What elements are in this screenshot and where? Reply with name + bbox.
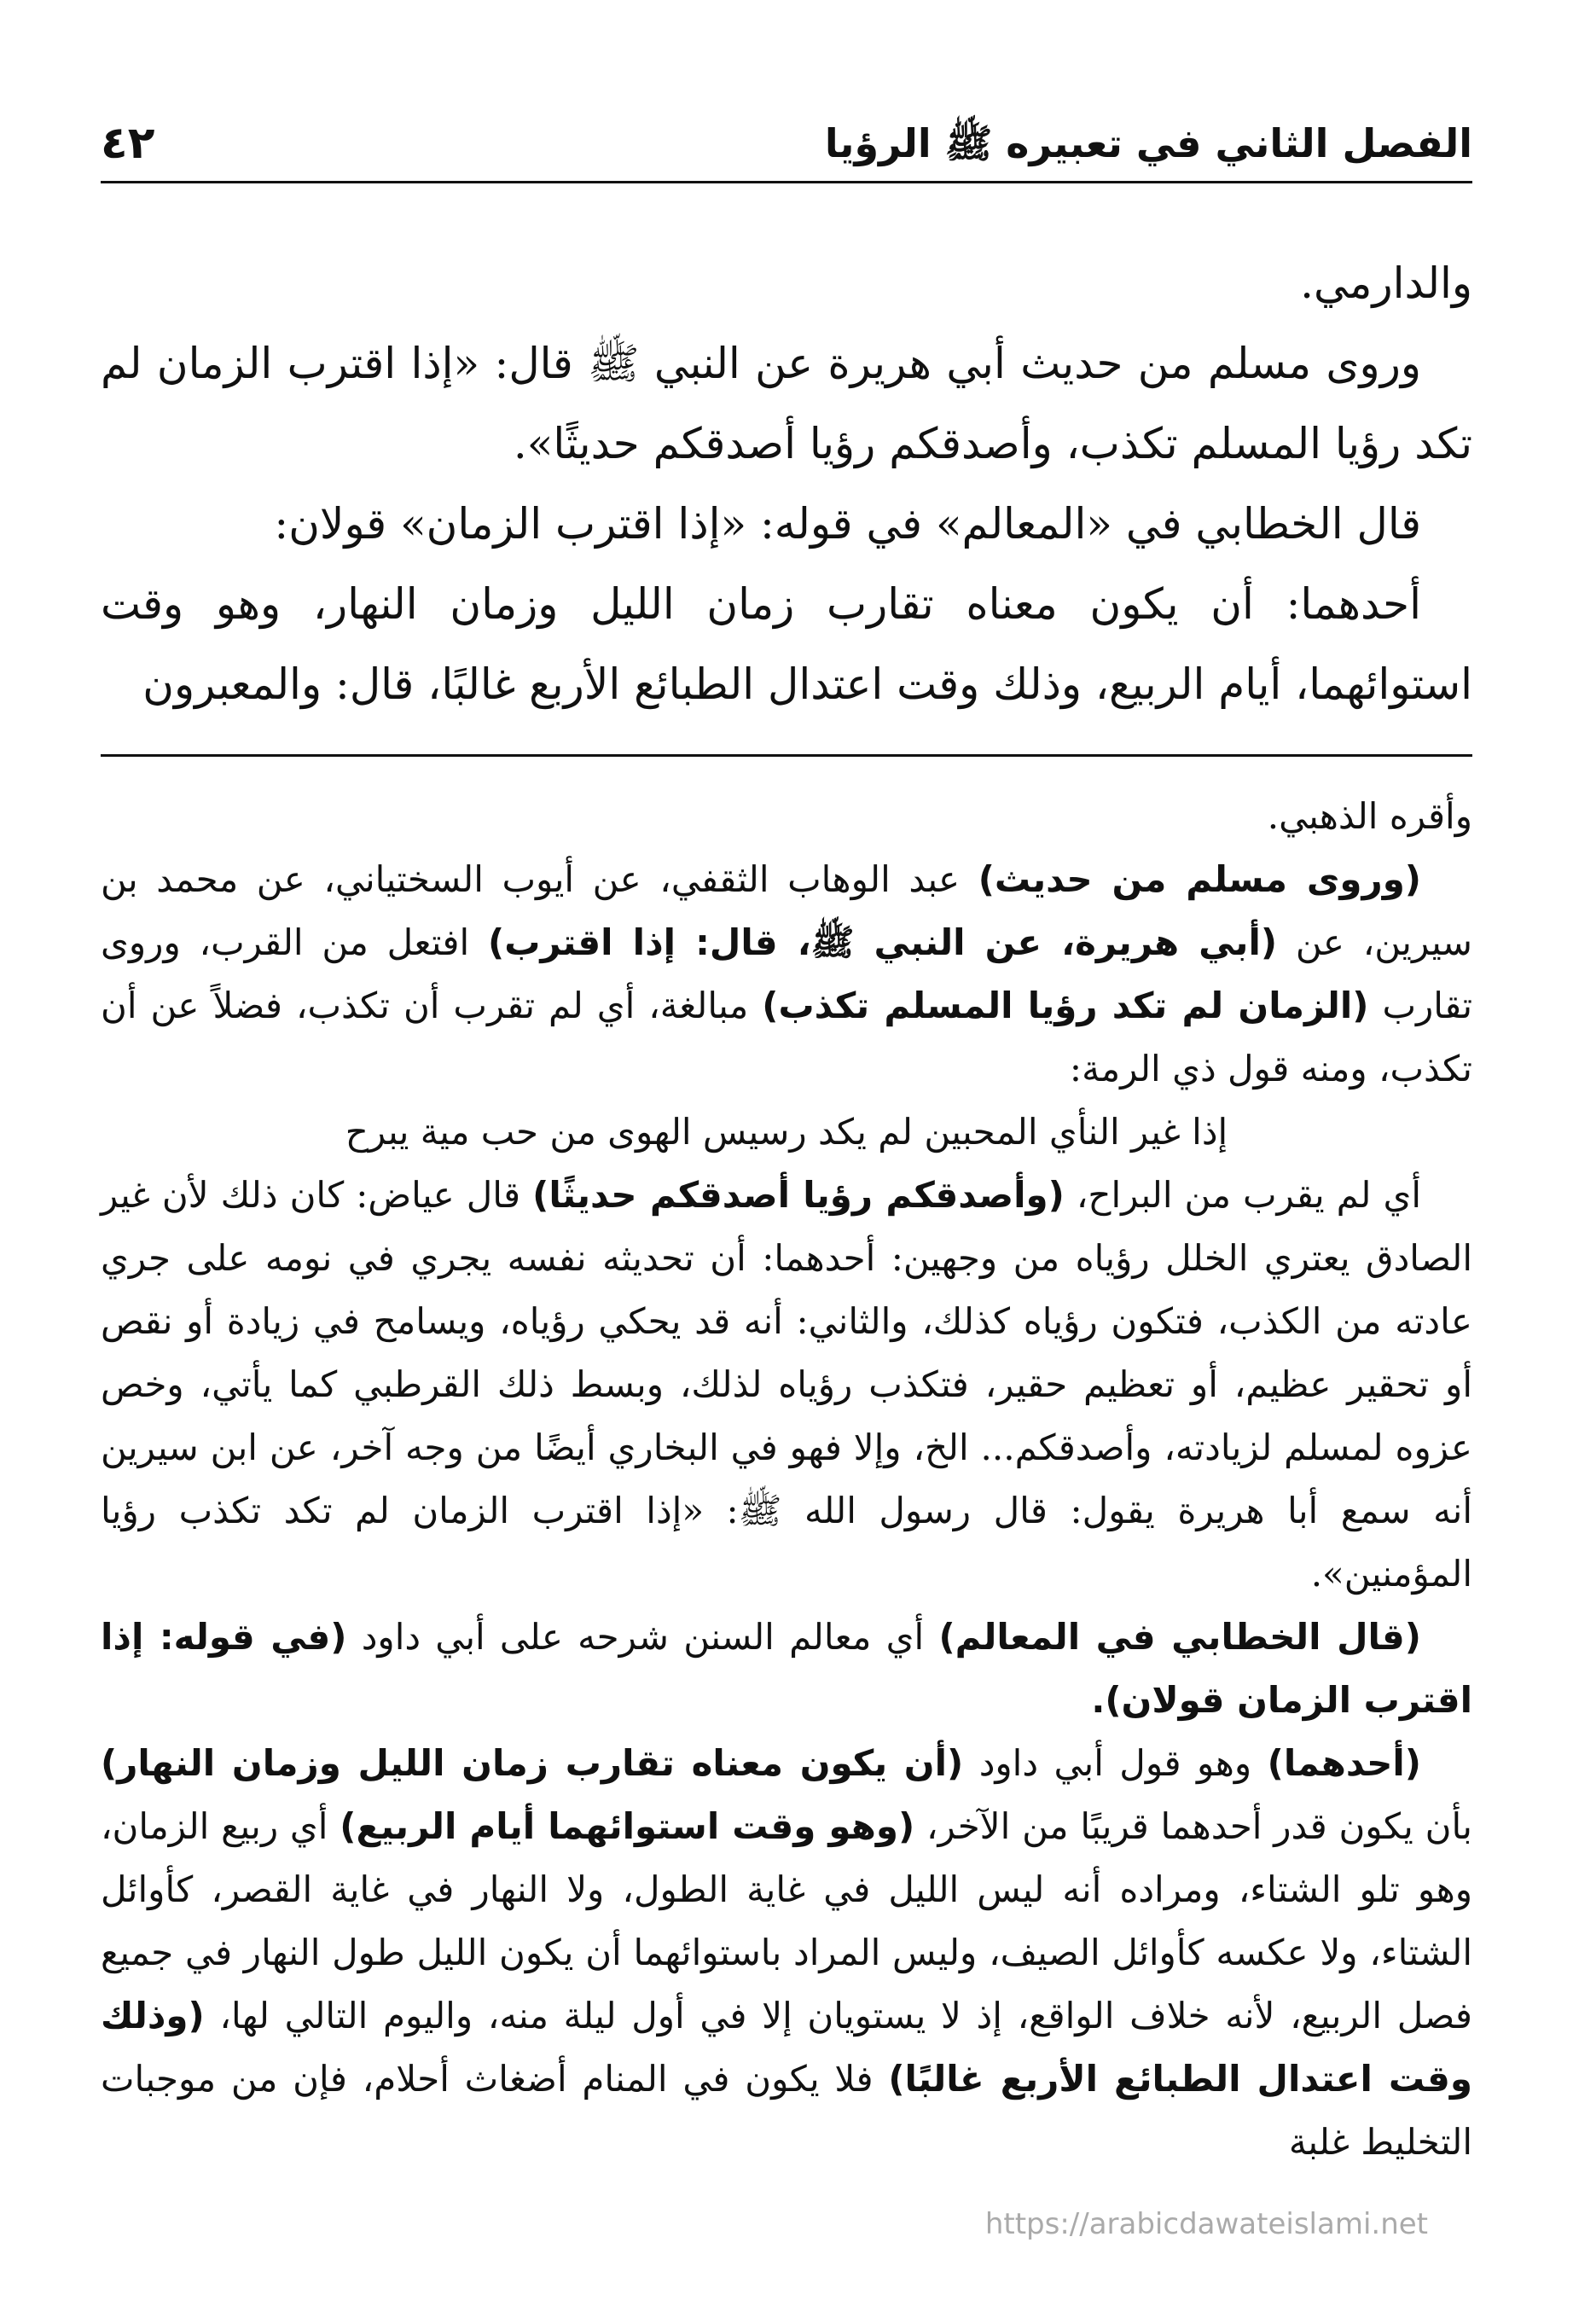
- commentary-text: قال عياض: كان ذلك لأن غير الصادق يعتري الخلل رؤياه من وجهين: أحدهما: أن تحديثه نفسه يجري في نومه على جري عادته من الكذب، فتكون رؤياه كذلك، والثاني: أنه قد يحكي رؤياه، ويسامح في زيادة أو نقص أو تحقير عظيم، أو تعظيم حقير، فتكذب رؤياه لذلك، وبسط ذلك القرطبي كما يأتي، وخص عزوه لمسلم لزيادته، وأصدقكم... الخ، وإلا فهو في البخاري أيضًا من وجه آخر، عن ابن سيرين أنه سمع أبا هريرة يقول: قال رسول الله ﷺ: «إذا اقترب الزمان لم تكد تكذب رؤيا المؤمنين».: [101, 1174, 1472, 1595]
- commentary-text: أي لم يقرب من البراح،: [1064, 1174, 1422, 1216]
- main-paragraph: أحدهما: أن يكون معناه تقارب زمان الليل وزمان النهار، وهو وقت استوائهما، أيام الربيع، وذلك وقت اعتدال الطبائع الأربع غالبًا، قال: والمعبرون: [101, 579, 1472, 709]
- quoted-text: (وذلك وقت اعتدال الطبائع الأربع غالبًا): [101, 1995, 1472, 2100]
- quoted-text: (أبي هريرة، عن النبي ﷺ، قال: إذا اقترب): [488, 921, 1278, 963]
- quoted-text: (وهو وقت استوائهما أيام الربيع): [340, 1805, 915, 1847]
- commentary-text: افتعل من القرب، وروى تقارب: [101, 921, 1473, 1026]
- commentary: [101, 785, 1472, 2174]
- main-paragraph: وروى مسلم من حديث أبي هريرة عن النبي ﷺ قال: «إذا اقترب الزمان لم تكد رؤيا المسلم تكذب، وأصدقكم رؤيا أصدقكم حديثًا».: [101, 339, 1472, 468]
- watermark-url: https://arabicdawateislami.net: [984, 2207, 1428, 2241]
- header-rule: [101, 181, 1472, 183]
- commentary-text: عبد الوهاب الثقفي، عن أيوب السختياني، عن محمد بن سيرين، عن: [101, 858, 1473, 963]
- quoted-text: (الزمان لم تكد رؤيا المسلم تكذب): [762, 985, 1369, 1026]
- commentary-paragraph: وأقره الذهبي.: [1267, 795, 1472, 837]
- commentary-paragraph: [101, 1164, 1472, 1606]
- page-header: [101, 101, 1472, 176]
- running-title: الفصل الثاني في تعبيره ﷺ الرؤيا: [824, 120, 1472, 166]
- quoted-text: (أن يكون معناه تقارب زمان الليل وزمان النهار): [101, 1742, 964, 1784]
- quoted-text: (قال الخطابي في المعالم): [938, 1616, 1421, 1658]
- commentary-text: فلا يكون في المنام أضغاث أحلام، فإن من موجبات التخليط غلبة: [101, 2058, 1472, 2163]
- commentary-paragraph: [101, 848, 1472, 1101]
- commentary-paragraph: [101, 1732, 1472, 2174]
- main-text: [101, 243, 1472, 724]
- commentary-text: أي معالم السنن شرحه على أبي داود: [346, 1616, 939, 1658]
- commentary-paragraph: [101, 1606, 1472, 1732]
- quoted-text: (وأصدقكم رؤيا أصدقكم حديثًا): [532, 1174, 1065, 1216]
- main-paragraph: قال الخطابي في «المعالم» في قوله: «إذا اقترب الزمان» قولان:: [274, 499, 1421, 549]
- commentary-text: وهو قول أبي داود: [963, 1742, 1268, 1784]
- poetry-verse: إذا غير النأي المحبين لم يكد رسيس الهوى من حب مية يبرح: [345, 1111, 1228, 1153]
- quoted-text: (في قوله: إذا اقترب الزمان قولان).: [101, 1616, 1472, 1721]
- commentary-text: بأن يكون قدر أحدهما قريبًا من الآخر،: [914, 1805, 1472, 1847]
- commentary-text: مبالغة، أي لم تقرب أن تكذب، فضلاً عن أن تكذب، ومنه قول ذي الرمة:: [101, 985, 1472, 1089]
- quoted-text: (أحدهما): [1267, 1742, 1421, 1784]
- page-number: ٤٢: [101, 118, 155, 169]
- quoted-text: (وروى مسلم من حديث): [978, 858, 1421, 900]
- main-paragraph: والدارمي.: [1300, 259, 1472, 308]
- section-divider: [101, 754, 1472, 757]
- commentary-text: أي ربيع الزمان، وهو تلو الشتاء، ومراده أنه ليس الليل في غاية الطول، ولا النهار في غاية القصر، كأوائل الشتاء، ولا عكسه كأوائل الصيف، وليس المراد باستوائهما أن يكون الليل طول النهار في جميع فصل الربيع، لأنه خلاف الواقع، إذ لا يستويان إلا في أول ليلة منه، واليوم التالي لها،: [101, 1805, 1472, 2036]
